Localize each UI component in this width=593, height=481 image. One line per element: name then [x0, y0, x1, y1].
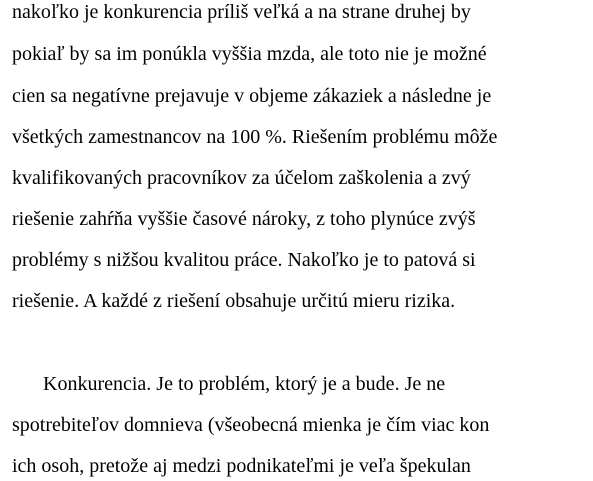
- text-line: pokiaľ by sa im ponúkla vyššia mzda, ale toto nie je možné: [12, 43, 487, 65]
- text-line: všetkých zamestnancov na 100 %. Riešením problému môže: [12, 126, 498, 148]
- text-line: Konkurencia. Je to problém, ktorý je a bude. Je ne: [43, 373, 446, 395]
- text-line: riešenie. A každé z riešení obsahuje určitú mieru rizika.: [12, 290, 456, 312]
- text-line: cien sa negatívne prejavuje v objeme zákaziek a následne je: [12, 85, 492, 107]
- text-line: spotrebiteľov domnieva (všeobecná mienka je čím viac kon: [12, 414, 490, 436]
- text-line: riešenie zahŕňa vyššie časové nároky, z toho plynúce zvýš: [12, 208, 476, 230]
- text-line: problémy s nižšou kvalitou práce. Nakoľko je to patová si: [12, 249, 476, 271]
- text-line: nakoľko je konkurencia príliš veľká a na strane druhej by: [12, 1, 471, 23]
- text-line: kvalifikovaných pracovníkov za účelom zaškolenia a zvý: [12, 167, 471, 189]
- text-line: ich osoh, pretože aj medzi podnikateľmi je veľa špekulan: [12, 455, 471, 477]
